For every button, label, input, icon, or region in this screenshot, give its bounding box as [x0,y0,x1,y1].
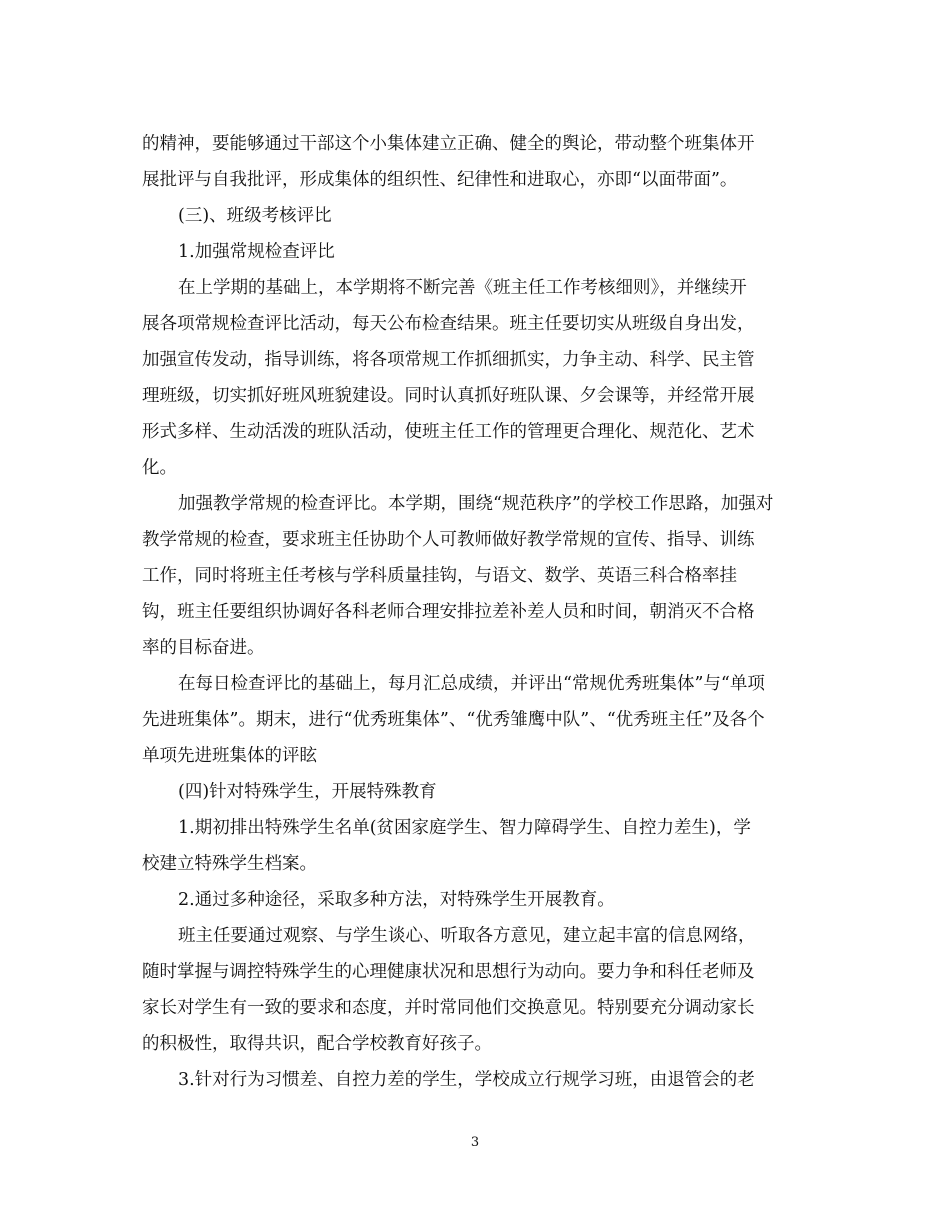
text-line: (三)、班级考核评比 [178,206,332,226]
text-line: 班主任要通过观察、与学生谈心、听取各方意见，建立起丰富的信息网络， [178,926,756,946]
text-line: 2.通过多种途径，采取多种方法，对特殊学生开展教育。 [178,890,615,910]
text-line: 钩，班主任要组织协调好各科老师合理安排拉差补差人员和时间，朝消灭不合格 [142,602,755,622]
text-line: 在每日检查评比的基础上，每月汇总成绩，并评出“常规优秀班集体”与“单项 [178,674,765,694]
text-line: 1.加强常规检查评比 [178,242,335,262]
text-line: 教学常规的检查，要求班主任协助个人可教师做好教学常规的宣传、指导、训练 [142,530,755,550]
text-line: 单项先进班集体的评眩 [142,746,317,766]
text-line: 加强教学常规的检查评比。本学期，围绕“规范秩序”的学校工作思路，加强对 [178,494,774,514]
text-line: 先进班集体”。期末，进行“优秀班集体”、“优秀雏鹰中队”、“优秀班主任”及各个 [142,710,765,730]
text-line: (四)针对特殊学生，开展特殊教育 [178,782,437,802]
text-line: 的积极性，取得共识，配合学校教育好孩子。 [142,1034,492,1054]
text-line: 3.针对行为习惯差、自控力差的学生，学校成立行规学习班，由退管会的老 [178,1070,755,1090]
text-line: 展批评与自我批评，形成集体的组织性、纪律性和进取心，亦即“以面带面”。 [142,170,738,190]
text-line: 随时掌握与调控特殊学生的心理健康状况和思想行为动向。要力争和科任老师及 [142,962,755,982]
text-line: 1.期初排出特殊学生名单(贫困家庭学生、智力障碍学生、自控力差生)，学 [178,818,751,838]
text-line: 的精神，要能够通过干部这个小集体建立正确、健全的舆论，带动整个班集体开 [142,134,755,154]
text-line: 加强宣传发动，指导训练，将各项常规工作抓细抓实，力争主动、科学、民主管 [142,350,755,370]
body-text [142,126,810,1098]
text-line: 家长对学生有一致的要求和态度，并时常同他们交换意见。特别要充分调动家长 [142,998,755,1018]
text-line: 理班级，切实抓好班风班貌建设。同时认真抓好班队课、夕会课等，并经常开展 [142,386,755,406]
page-number: 3 [470,1135,480,1150]
text-line: 展各项常规检查评比活动，每天公布检查结果。班主任要切实从班级自身出发， [142,314,755,334]
text-line: 校建立特殊学生档案。 [142,854,317,874]
text-line: 化。 [142,458,177,478]
text-line: 在上学期的基础上，本学期将不断完善《班主任工作考核细则》，并继续开 [178,278,747,298]
text-line: 率的目标奋进。 [142,638,265,658]
text-line: 形式多样、生动活泼的班队活动，使班主任工作的管理更合理化、规范化、艺术 [142,422,755,442]
text-line: 工作，同时将班主任考核与学科质量挂钩，与语文、数学、英语三科合格率挂 [142,566,737,586]
